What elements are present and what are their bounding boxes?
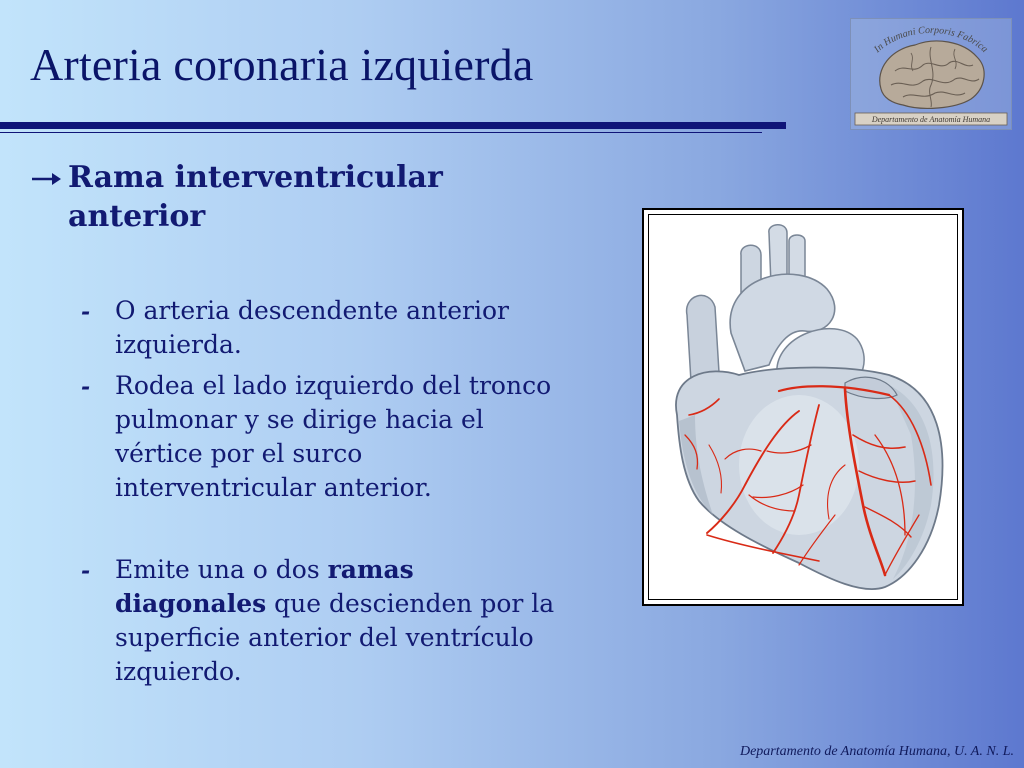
brain-logo-icon	[851, 19, 1011, 129]
sub-bullet-text-post: que descienden por la superficie anterior del ventrículo izquierdo.	[115, 589, 555, 686]
brain-icon	[880, 41, 984, 108]
footer-credit: Departamento de Anatomía Humana, U. A. N. L.	[739, 744, 1014, 759]
heart-image-frame	[642, 208, 964, 606]
logo-arc-text: In Humani Corporis Fabrica	[872, 24, 990, 56]
sub-bullet	[76, 553, 566, 689]
sub-bullet-text: O arteria descendente anterior izquierda.	[115, 296, 509, 359]
logo-band-text: Departamento de Anatomía Humana	[871, 115, 991, 124]
dash-icon: -	[81, 558, 91, 584]
heart-image	[648, 214, 958, 600]
sub-bullet	[76, 369, 566, 505]
title-rule-thick	[0, 122, 786, 129]
main-bullet	[30, 158, 500, 236]
sub-bullet-text-bold: ramas diagonales	[115, 555, 414, 618]
department-logo	[850, 18, 1012, 130]
slide-title: Arteria coronaria izquierda	[30, 39, 534, 90]
sub-bullet	[76, 294, 566, 362]
sub-bullet-text	[115, 553, 566, 689]
sub-bullet-text: Rodea el lado izquierdo del tronco pulmonar y se dirige hacia el vértice por el surco interventricular anterior.	[115, 371, 552, 502]
arrow-right-icon	[30, 162, 64, 192]
sub-bullet-text-pre: Emite una o dos	[115, 555, 328, 584]
dash-icon: -	[81, 299, 91, 325]
dash-icon: -	[81, 374, 91, 400]
heart-illustration	[649, 215, 958, 600]
main-bullet-text: Rama interventricular anterior	[68, 160, 443, 234]
title-rule-thin	[0, 132, 762, 133]
